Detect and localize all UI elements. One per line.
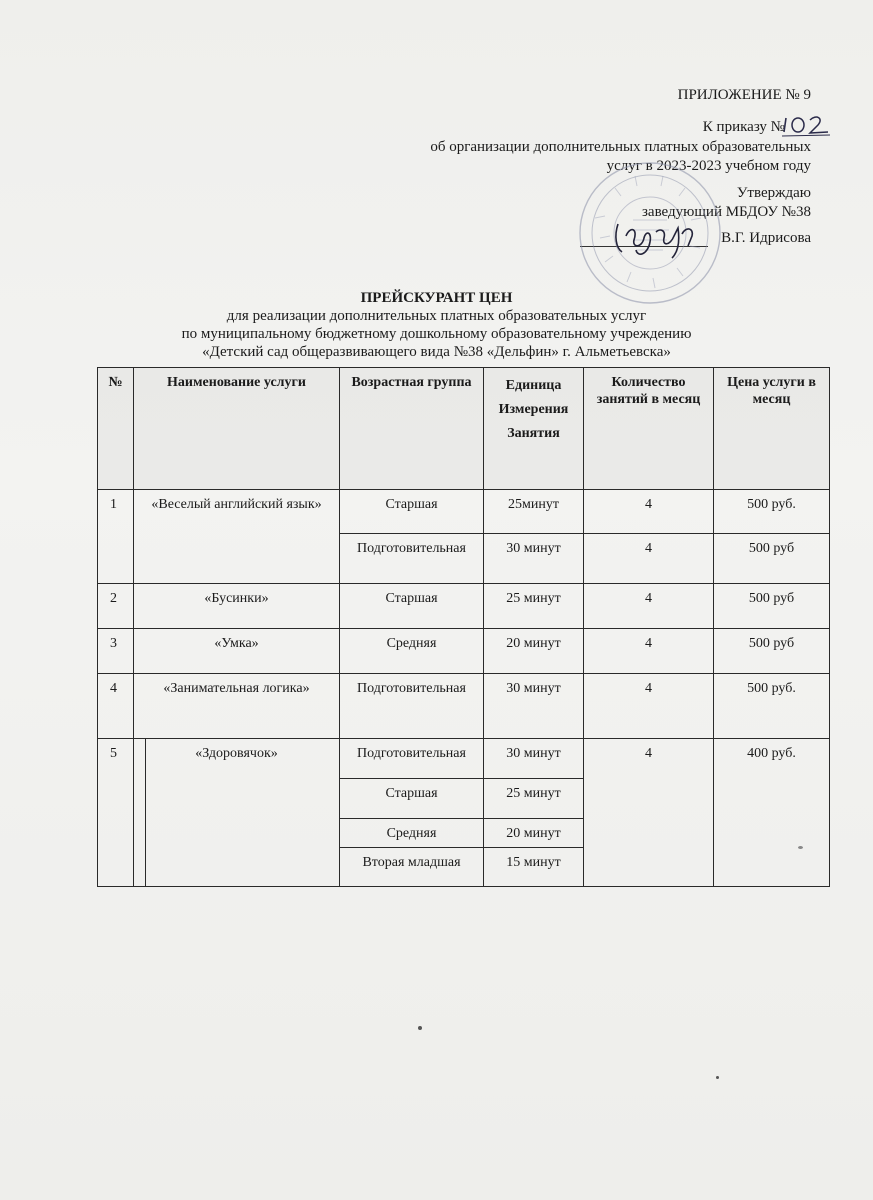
table-row — [98, 674, 830, 739]
row-num: 1 — [98, 490, 134, 584]
row-unit: 30 минут — [484, 739, 584, 779]
header-unit-line-3: Занятия — [507, 426, 560, 441]
scan-speck — [798, 846, 803, 849]
row-service-name: «Бусинки» — [134, 584, 340, 629]
head-position: заведующий МБДОУ №38 — [641, 204, 811, 220]
appendix-text: ПРИЛОЖЕНИЕ № 9 — [677, 87, 811, 103]
subtitle-line-2: по муниципальному бюджетному дошкольному образовательному учреждению — [181, 326, 692, 342]
row-count: 4 — [584, 490, 714, 534]
row-service-name: «Занимательная логика» — [134, 674, 340, 739]
row-count: 4 — [584, 629, 714, 674]
header-num: № — [98, 368, 134, 490]
row-unit: 25 минут — [484, 779, 584, 819]
header-age: Возрастная группа — [340, 368, 484, 490]
table-row — [98, 739, 830, 779]
head-name-block — [721, 229, 811, 248]
price-list-title: ПРЕЙСКУРАНТ ЦЕН — [360, 290, 513, 306]
row-num: 4 — [98, 674, 134, 739]
row-num: 3 — [98, 629, 134, 674]
handwritten-order-number — [782, 112, 832, 138]
order-line-2: об организации дополнительных платных образовательных — [430, 139, 811, 155]
row-unit: 20 минут — [484, 629, 584, 674]
row-unit: 15 минут — [484, 848, 584, 887]
row-age-group: Старшая — [340, 490, 484, 534]
row-unit: 25 минут — [484, 584, 584, 629]
header-unit-line-1: Единица — [505, 378, 562, 393]
row-service-name-text: «Здоровячок» — [195, 746, 278, 761]
row-age-group: Старшая — [340, 779, 484, 819]
header-count: Количество занятий в месяц — [584, 368, 714, 490]
row-count: 4 — [584, 584, 714, 629]
row-price: 500 руб. — [714, 490, 830, 534]
row-price: 400 руб. — [714, 739, 830, 887]
appendix-label — [678, 86, 811, 105]
row-price: 500 руб — [714, 534, 830, 584]
row-age-group: Подготовительная — [340, 739, 484, 779]
header-name: Наименование услуги — [134, 368, 340, 490]
row-unit: 25минут — [484, 490, 584, 534]
row-unit: 30 минут — [484, 534, 584, 584]
row-unit: 20 минут — [484, 819, 584, 848]
row-age-group: Старшая — [340, 584, 484, 629]
header-unit-line-2: Измерения — [498, 402, 569, 417]
order-line-3: услуг в 2023-2023 учебном году — [606, 158, 811, 174]
handwritten-signature — [608, 218, 708, 262]
row-num: 5 — [98, 739, 134, 887]
row-unit: 30 минут — [484, 674, 584, 739]
order-reference — [703, 118, 785, 137]
table-row — [98, 629, 830, 674]
table-row — [98, 490, 830, 534]
row-count: 4 — [584, 534, 714, 584]
subtitle-line-1: для реализации дополнительных платных образовательных услуг — [226, 308, 647, 324]
row-count: 4 — [584, 739, 714, 887]
row-count: 4 — [584, 674, 714, 739]
row-age-group: Вторая младшая — [340, 848, 484, 887]
scan-speck — [418, 1026, 422, 1030]
row-price: 500 руб — [714, 629, 830, 674]
row-age-group: Средняя — [340, 819, 484, 848]
row-service-name: «Веселый английский язык» — [134, 490, 340, 584]
table-header-row — [98, 368, 830, 490]
row-age-group: Подготовительная — [340, 674, 484, 739]
row-price: 500 руб. — [714, 674, 830, 739]
row-age-group: Средняя — [340, 629, 484, 674]
handwritten-order-number-text: 102 — [782, 112, 784, 113]
header-unit — [484, 368, 584, 490]
row-price: 500 руб — [714, 584, 830, 629]
order-prefix: К приказу № — [702, 119, 785, 135]
head-name: В.Г. Идрисова — [721, 230, 811, 246]
row-age-group: Подготовительная — [340, 534, 484, 584]
subtitle-line-3: «Детский сад общеразвивающего вида №38 «Дельфин» г. Альметьевска» — [202, 344, 671, 360]
row-service-name: «Умка» — [134, 629, 340, 674]
table-row — [98, 584, 830, 629]
cell-inner-line — [145, 739, 146, 886]
row-num: 2 — [98, 584, 134, 629]
header-price: Цена услуги в месяц — [714, 368, 830, 490]
approve-label: Утверждаю — [736, 185, 811, 201]
scan-speck — [716, 1076, 719, 1079]
row-service-name — [134, 739, 340, 887]
price-table — [97, 367, 830, 887]
